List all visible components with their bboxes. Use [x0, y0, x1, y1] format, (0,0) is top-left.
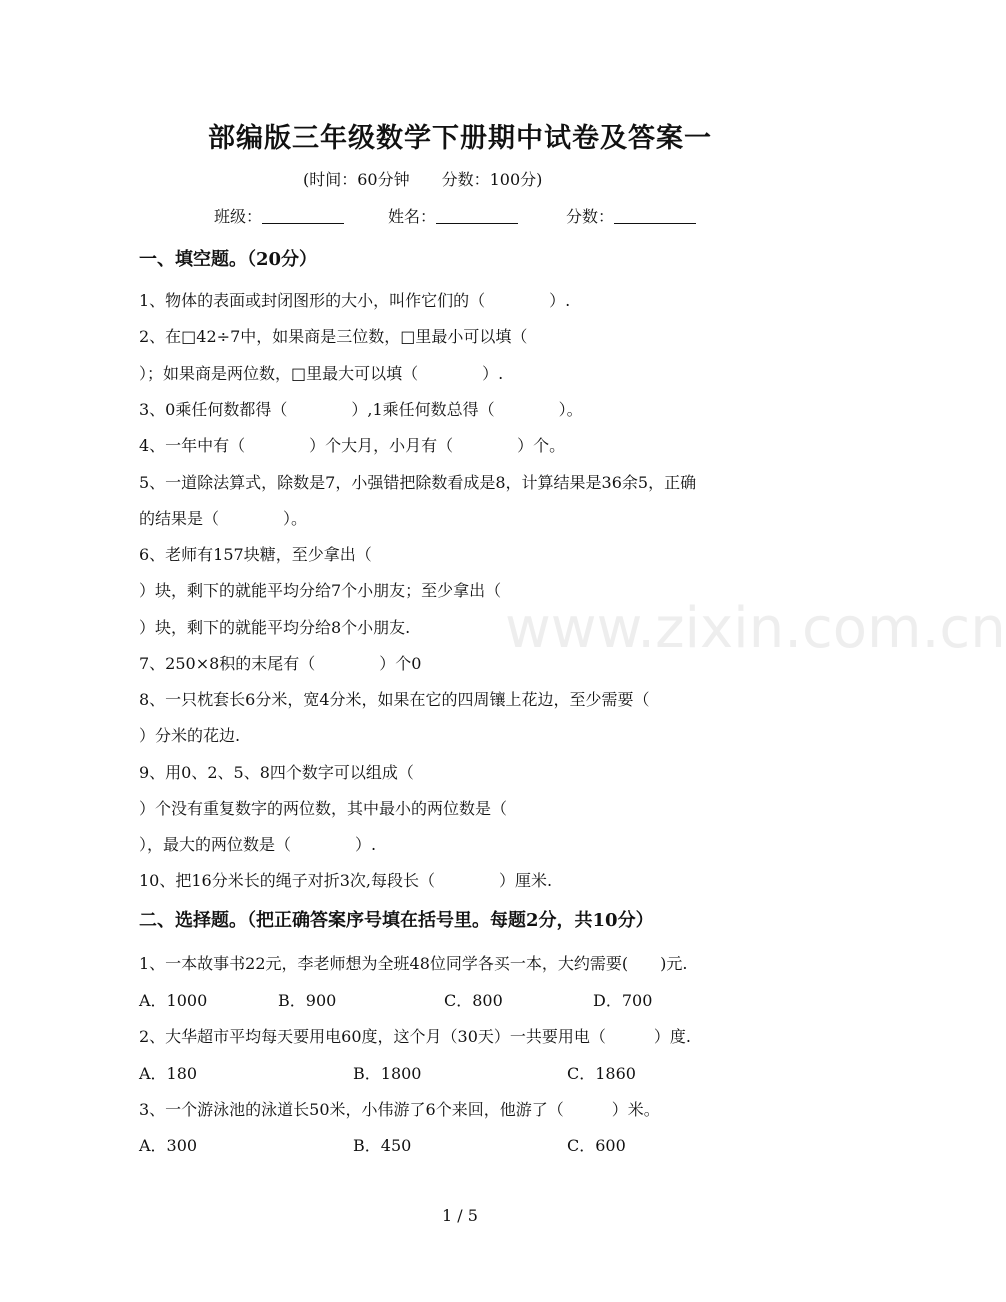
choice-option: B．450	[353, 1136, 412, 1155]
choice-option: D．700	[593, 991, 653, 1010]
question-line: 3、0乘任何数都得（ ）,1乘任何数总得（ ）。	[139, 400, 583, 419]
question-line: 5、一道除法算式，除数是7，小强错把除数看成是8，计算结果是36余5，正确	[139, 473, 697, 492]
choice-question-stem: 1、一本故事书22元，李老师想为全班48位同学各买一本，大约需要( )元.	[139, 954, 688, 973]
question-line: 7、250×8积的末尾有（ ）个0	[139, 654, 422, 673]
score-blank	[614, 207, 696, 224]
section1-heading: 一、填空题。（20分）	[139, 249, 318, 270]
question-line: 8、一只枕套长6分米，宽4分米，如果在它的四周镶上花边，至少需要（	[139, 690, 650, 709]
choice-option: A．1000	[139, 991, 208, 1010]
question-line: ）块，剩下的就能平均分给7个小朋友；至少拿出（	[139, 581, 502, 600]
choice-option: A．180	[139, 1064, 198, 1083]
question-line: ）；如果商是两位数，□里最大可以填（ ）.	[139, 364, 504, 383]
question-line: ），最大的两位数是（ ）.	[139, 835, 377, 854]
choice-question-stem: 3、一个游泳池的泳道长50米，小伟游了6个来回，他游了（ ）米。	[139, 1100, 660, 1119]
question-line: ）个没有重复数字的两位数，其中最小的两位数是（	[139, 799, 508, 818]
name-field	[388, 204, 518, 227]
choice-option: C．1860	[567, 1064, 636, 1083]
choice-option: A．300	[139, 1136, 198, 1155]
choice-option: B．1800	[353, 1064, 422, 1083]
question-line: 4、一年中有（ ）个大月，小月有（ ）个。	[139, 436, 566, 455]
choice-option: B．900	[278, 991, 337, 1010]
question-line: 10、把16分米长的绳子对折3次,每段长（ ）厘米.	[139, 871, 553, 890]
choice-option: C．800	[444, 991, 503, 1010]
name-label: 姓名：	[388, 207, 437, 226]
class-label: 班级：	[214, 207, 263, 226]
score-label: 分数：	[566, 207, 615, 226]
question-line: 的结果是（ ）。	[139, 509, 308, 528]
page-title: 部编版三年级数学下册期中试卷及答案一	[208, 123, 712, 154]
score-field	[566, 204, 696, 227]
page-number: 1 / 5	[442, 1206, 478, 1225]
choice-option: C．600	[567, 1136, 626, 1155]
question-line: 9、用0、2、5、8四个数字可以组成（	[139, 763, 414, 782]
watermark: www.zixin.com.cn	[505, 596, 1006, 661]
section2-heading: 二、选择题。（把正确答案序号填在括号里。每题2分，共10分）	[139, 910, 654, 931]
question-line: ）块，剩下的就能平均分给8个小朋友.	[139, 618, 411, 637]
name-blank	[436, 207, 518, 224]
class-blank	[262, 207, 344, 224]
exam-meta: (时间：60分钟 分数：100分)	[303, 170, 543, 189]
question-line: ）分米的花边.	[139, 726, 241, 745]
question-line: 6、老师有157块糖，至少拿出（	[139, 545, 372, 564]
choice-question-stem: 2、大华超市平均每天要用电60度，这个月（30天）一共要用电（ ）度.	[139, 1027, 691, 1046]
class-field	[214, 204, 344, 227]
question-line: 2、在□42÷7中，如果商是三位数，□里最小可以填（	[139, 327, 528, 346]
question-line: 1、物体的表面或封闭图形的大小，叫作它们的（ ）.	[139, 291, 571, 310]
